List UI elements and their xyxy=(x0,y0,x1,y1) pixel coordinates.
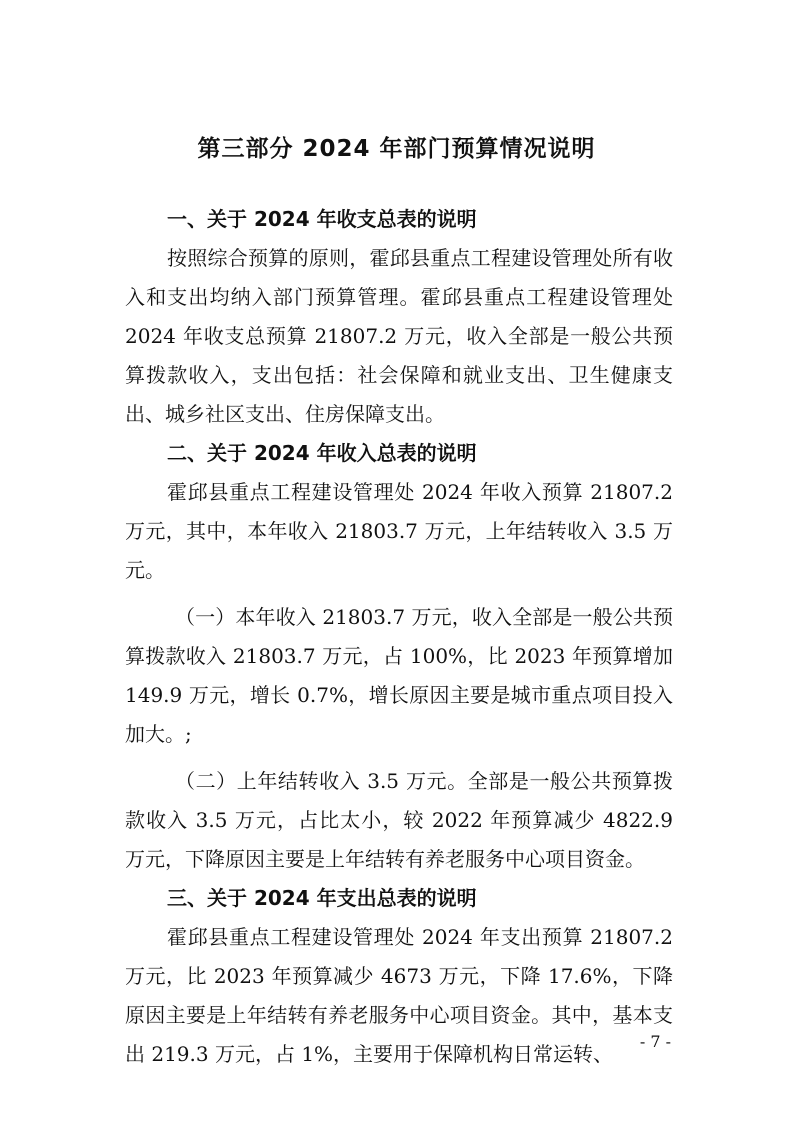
section-heading-2: 二、关于 2024 年收入总表的说明 xyxy=(167,441,477,465)
paragraph-expenditure-overview: 霍邱县重点工程建设管理处 2024 年支出预算 21807.2 万元，比 2023 年预算减少 4673 万元，下降 17.6%，下降原因主要是上年结转有养老服务中心项目资金。其中，基本支出 219.3 万元，占 1%，主要用于保障机构日常运转、 xyxy=(125,925,673,1066)
paragraph-income-expenditure-overview: 按照综合预算的原则，霍邱县重点工程建设管理处所有收入和支出均纳入部门预算管理。霍邱县重点工程建设管理处 2024 年收支总预算 21807.2 万元，收入全部是一般公共预算拨款收入，支出包括：社会保障和就业支出、卫生健康支出、城乡社区支出、住房保障支出。 xyxy=(125,246,673,426)
section-heading-3: 三、关于 2024 年支出总表的说明 xyxy=(167,886,477,910)
document-body xyxy=(125,200,673,1074)
section-heading-1: 一、关于 2024 年收支总表的说明 xyxy=(167,207,477,231)
page-title: 第三部分 2024 年部门预算情况说明 xyxy=(197,136,596,162)
paragraph-current-year-income: （一）本年收入 21803.7 万元，收入全部是一般公共预算拨款收入 21803.7 万元，占 100%，比 2023 年预算增加 149.9 万元，增长 0.7%，增长原因主要是城市重点项目投入加大。; xyxy=(125,605,673,746)
page-number: - 7 - xyxy=(639,1032,671,1051)
paragraph-carryover-income: （二）上年结转收入 3.5 万元。全部是一般公共预算拨款收入 3.5 万元，占比太小，较 2022 年预算减少 4822.9 万元，下降原因主要是上年结转有养老服务中心项目资金。 xyxy=(125,769,673,871)
paragraph-income-overview: 霍邱县重点工程建设管理处 2024 年收入预算 21807.2 万元，其中，本年收入 21803.7 万元，上年结转收入 3.5 万元。 xyxy=(125,480,673,582)
